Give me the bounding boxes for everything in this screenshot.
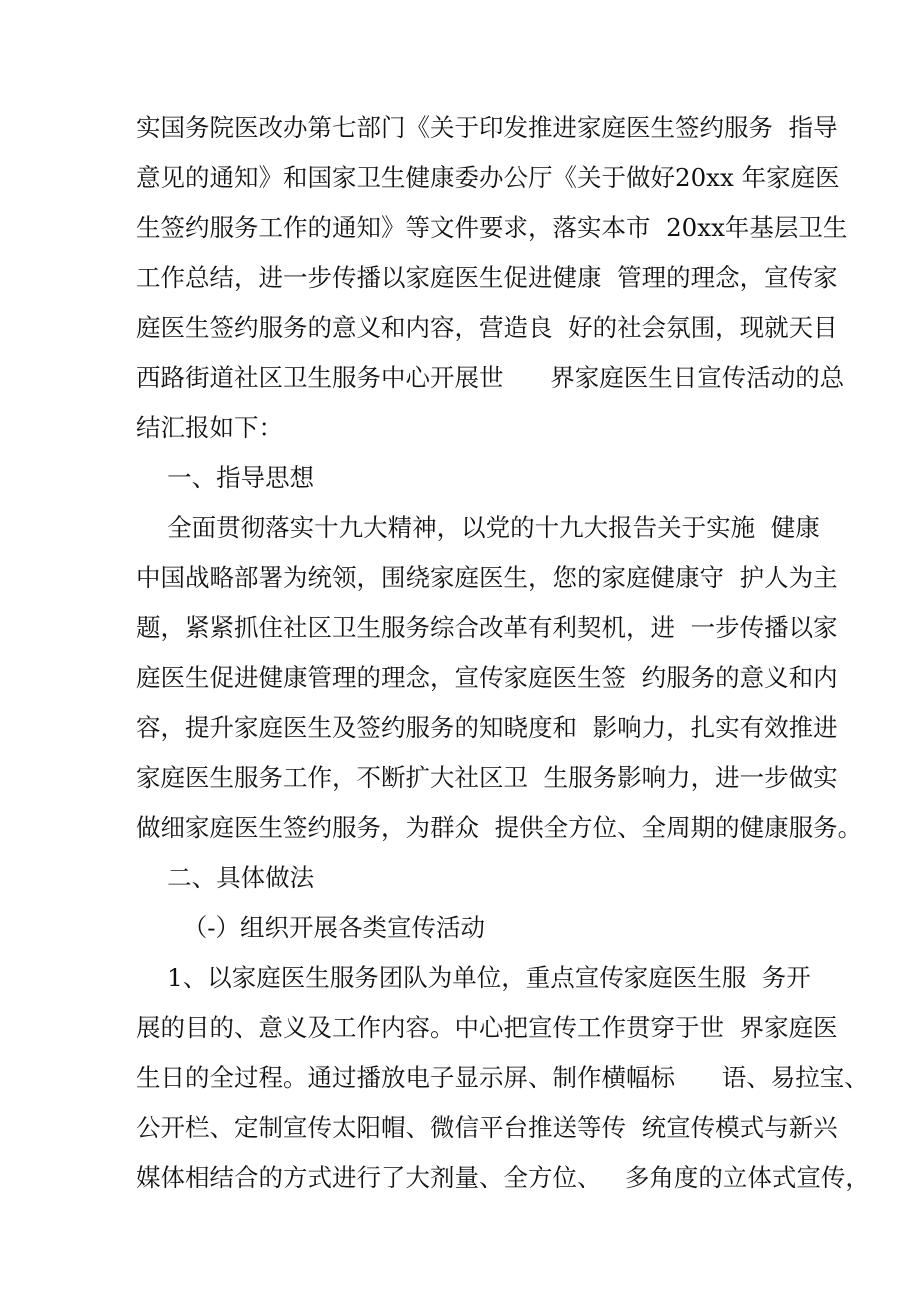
text-line: 做细家庭医生签约服务，为群众 提供全方位、全周期的健康服务。: [136, 813, 863, 842]
text-line: 媒体相结合的方式进行了大剂量、全方位、 多角度的立体式宣传，: [136, 1163, 870, 1192]
text-line: 工作总结，进一步传播以家庭医生促进健康 管理的理念，宣传家: [136, 263, 838, 292]
text-line: 全面贯彻落实十九大精神，以党的十九大报告关于实施 健康: [136, 513, 820, 542]
section-heading: 二、具体做法: [136, 863, 315, 892]
text-line: 公开栏、定制宣传太阳帽、微信平台推送等传 统宣传模式与新兴: [136, 1113, 838, 1142]
text-line: 庭医生促进健康管理的理念，宣传家庭医生签 约服务的意义和内: [136, 663, 838, 692]
text-line: 1、以家庭医生服务团队为单位，重点宣传家庭医生服 务开: [136, 963, 811, 992]
text-line: 生签约服务工作的通知》等文件要求，落实本市 20xx年基层卫生: [136, 213, 848, 242]
text-line: 中国战略部署为统领，围绕家庭医生，您的家庭健康守 护人为主: [136, 563, 838, 592]
text-line: 意见的通知》和国家卫生健康委办公厅《关于做好20xx 年家庭医: [136, 163, 840, 192]
text-line: 庭医生签约服务的意义和内容，营造良 好的社会氛围，现就天目: [136, 313, 838, 342]
text-line: 容，提升家庭医生及签约服务的知晓度和 影响力，扎实有效推进: [136, 713, 838, 742]
subsection-heading: （-）组织开展各类宣传活动: [136, 913, 486, 942]
text-line: 西路街道社区卫生服务中心开展世 界家庭医生日宣传活动的总: [136, 363, 845, 392]
text-line: 题，紧紧抓住社区卫生服务综合改革有利契机，进 一步传播以家: [136, 613, 838, 642]
text-line: 生日的全过程。通过播放电子显示屏、制作横幅标 语、易拉宝、: [136, 1063, 869, 1092]
section-heading: 一、指导思想: [136, 463, 315, 492]
text-line: 结汇报如下：: [136, 413, 283, 442]
text-line: 家庭医生服务工作，不断扩大社区卫 生服务影响力，进一步做实: [136, 763, 838, 792]
text-line: 实国务院医改办第七部门《关于印发推进家庭医生签约服务 指导: [136, 113, 838, 142]
text-line: 展的目的、意义及工作内容。中心把宣传工作贯穿于世 界家庭医: [136, 1013, 838, 1042]
